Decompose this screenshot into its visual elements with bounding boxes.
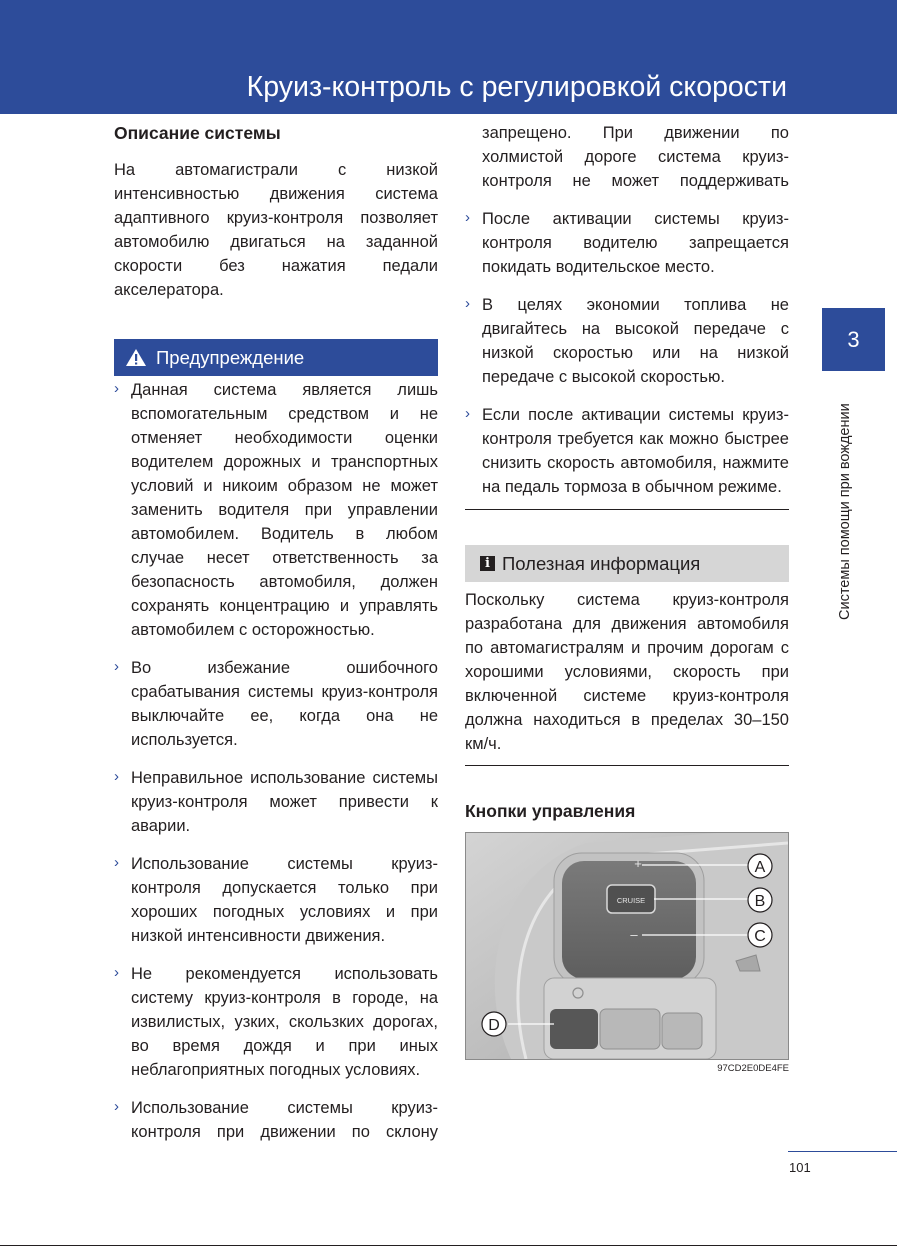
page-number-rule (788, 1151, 897, 1152)
warning-item-split-right: запрещено. При движении по холмистой дороге система круиз-контроля не может поддерживать (482, 124, 789, 190)
chevron-right-icon: › (465, 209, 470, 226)
chevron-right-icon: › (114, 1098, 119, 1115)
callout-b: B (754, 893, 766, 910)
left-column (114, 121, 438, 1144)
chevron-right-icon: › (465, 295, 470, 312)
divider (465, 509, 789, 510)
info-paragraph: Поскольку система круиз-контроля разработана для движения автомобиля по автомагистралям и прочим дорогам с хорошими условиями, скорость при включенной системе круиз-контроля должна находиться в пределах 30–150 км/ч. (465, 591, 789, 753)
minus-button-label: – (630, 927, 638, 942)
section-heading-controls: Кнопки управления (465, 801, 636, 821)
steering-wheel-buttons-illustration (466, 833, 788, 1059)
warning-label: Предупреждение (156, 347, 305, 368)
warning-banner (114, 339, 438, 376)
info-icon: i (480, 556, 495, 571)
chevron-right-icon: › (114, 854, 119, 871)
warning-item: › Если после активации системы круиз-контроля требуется как можно быстрее снизить скорость автомобиля, нажмите на педаль тормоза в обычном режиме. (465, 405, 789, 496)
chapter-tab: 3 (822, 308, 885, 371)
chevron-right-icon: › (114, 658, 119, 675)
warning-item-split-left: Использование системы круиз-контроля при движении по склону (131, 1099, 438, 1141)
warning-item-continued (465, 121, 789, 193)
warning-item: › Во избежание ошибочного срабатывания системы круиз-контроля выключайте ее, когда она не используется. (114, 658, 438, 749)
callout-c: C (754, 928, 766, 945)
page-title: Круиз-контроль с регулировкой скорости (246, 71, 787, 103)
warning-item: › Данная система является лишь вспомогательным средством и не отменяет необходимости оценки водителем дорожных и транспортных условий и никоим образом не может заменить водителя при управлении автомобилем. Водитель в любом случае несет ответственность за безопасность автомобиля, должен сохранять концентрацию и управлять автомобилем с осторожностью. (114, 380, 438, 639)
plus-button-label: + (634, 856, 642, 871)
intro-paragraph: На автомагистрали с низкой интенсивностью движения система адаптивного круиз-контроля позволяет автомобилю двигаться на заданной скорости без нажатия педали акселератора. (114, 161, 438, 299)
bottom-rule (0, 1245, 897, 1246)
section-heading-system-description: Описание системы (114, 123, 281, 143)
chevron-right-icon: › (465, 405, 470, 422)
figure-code: 97CD2E0DE4FE (717, 1063, 789, 1074)
cruise-button-label: CRUISE (616, 896, 646, 905)
info-label: Полезная информация (502, 553, 701, 574)
warning-item: › В целях экономии топлива не двигайтесь на высокой передаче с низкой скоростью или на низкой передаче с высокой скоростью. (465, 295, 789, 386)
page-number: 101 (789, 1160, 811, 1175)
chapter-title: Системы помощи при вождении (837, 403, 853, 620)
warning-item: › Не рекомендуется использовать систему круиз-контроля в городе, на извилистых, узких, скользких дорогах, во время дождя и при иных неблагоприятных погодных условиях. (114, 964, 438, 1079)
callout-d: D (488, 1017, 500, 1034)
warning-item: › Неправильное использование системы круиз-контроля может привести к аварии. (114, 768, 438, 835)
chevron-right-icon: › (114, 964, 119, 981)
warning-triangle-icon (125, 348, 147, 367)
warning-item (114, 1096, 438, 1144)
warning-item: › После активации системы круиз-контроля водителю запрещается покидать водительское место. (465, 209, 789, 276)
callout-a: A (754, 859, 766, 876)
warning-item: › Использование системы круиз-контроля допускается только при хороших погодных условиях и при низкой интенсивности движения. (114, 854, 438, 945)
right-column (465, 121, 789, 1075)
divider (465, 765, 789, 766)
chevron-right-icon: › (114, 380, 119, 397)
cruise-control-figure (465, 832, 789, 1060)
chevron-right-icon: › (114, 768, 119, 785)
info-banner (465, 545, 789, 582)
